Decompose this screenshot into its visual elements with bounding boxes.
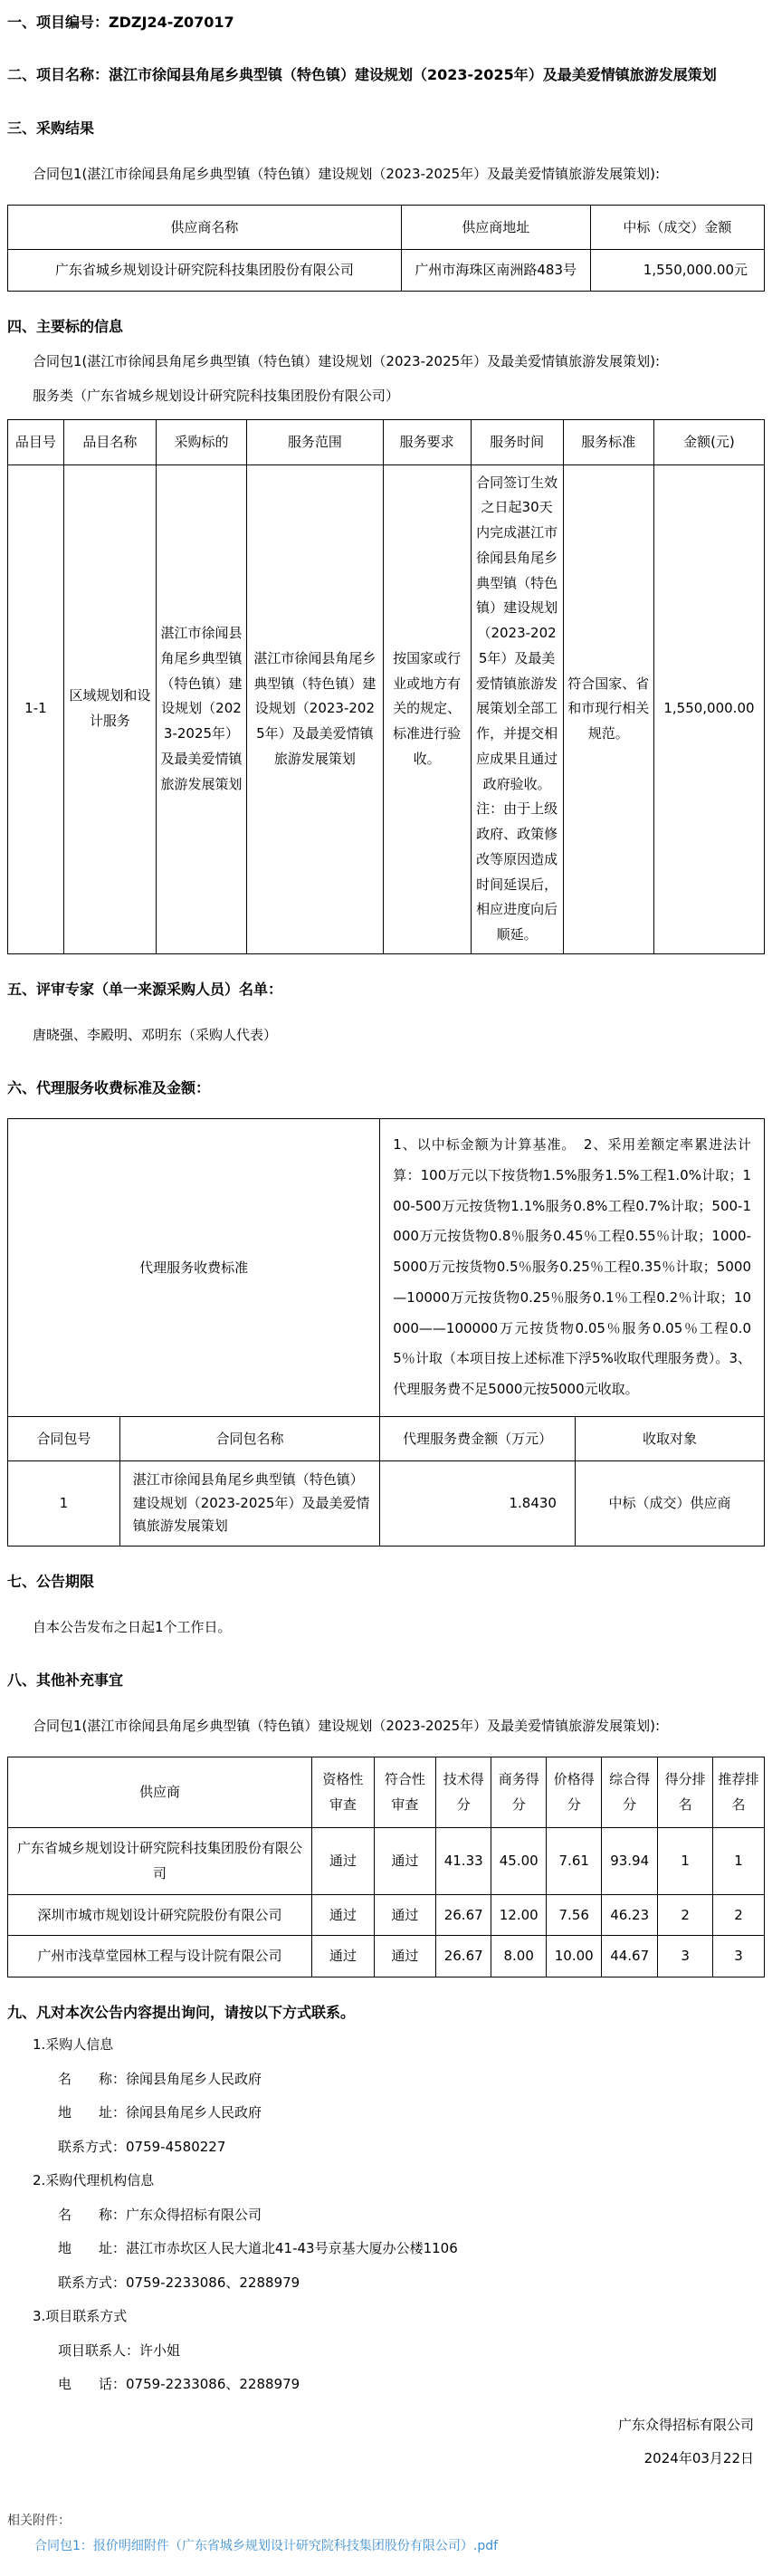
agency-name-line: 名 称：广东众得招标有限公司 <box>58 2206 262 2223</box>
cell-requirement: 按国家或行业或地方有关的规定、标准进行验收。 <box>383 464 471 953</box>
supplement-scores-table <box>7 1757 765 1977</box>
project-contact-title: 3.项目联系方式 <box>33 2308 128 2325</box>
cell-business-score: 8.00 <box>491 1936 547 1977</box>
cell-qualification: 通过 <box>312 1894 375 1936</box>
cell-item-no: 1-1 <box>8 464 64 953</box>
column-header-technical-score: 技术得分 <box>436 1757 491 1827</box>
cell-price-score: 7.61 <box>547 1827 602 1894</box>
cell-price-score: 10.00 <box>547 1936 602 1977</box>
project-name-line: 二、项目名称：湛江市徐闻县角尾乡典型镇（特色镇）建设规划（2023-2025年）及最美爱情镇旅游发展策划 <box>7 66 717 84</box>
cell-fee-standard-text: 1、以中标金额为计算基准。 2、采用差额定率累进法计算：100万元以下按货物1.5%服务1.5%工程1.0%计取；100-500万元按货物1.1%服务0.8%工程0.7%计取；500-1000万元按货物0.8％服务0.45％工程0.55％计取；1000-5000万元按货物0.5％服务0.25％工程0.35％计取；5000—10000万元按货物0.25％服务0.1％工程0.2％计取；10000——100000万元按货物0.05％服务0.05％工程0.05％计取（本项目按上述标准下浮5%收取代理服务费）。3、代理服务费不足5000元按5000元收取。 <box>380 1119 765 1417</box>
cell-score-rank: 2 <box>658 1894 713 1936</box>
cell-conformity: 通过 <box>374 1894 436 1936</box>
procurement-result-table <box>7 205 765 292</box>
purchaser-phone-line: 联系方式：0759-4580227 <box>58 2138 226 2155</box>
cell-qualification: 通过 <box>312 1827 375 1894</box>
column-header-supplier: 供应商 <box>8 1757 312 1827</box>
cell-award-amount: 1,550,000.00元 <box>590 250 764 292</box>
agency-address-line: 地 址：湛江市赤坎区人民大道北41-43号京基大厦办公楼1106 <box>58 2240 458 2257</box>
cell-amount: 1,550,000.00 <box>653 464 764 953</box>
supplement-package-line: 合同包1(湛江市徐闻县角尾乡典型镇（特色镇）建设规划（2023-2025年）及最美爱情镇旅游发展策划): <box>33 1718 661 1735</box>
cell-conformity: 通过 <box>374 1936 436 1977</box>
table-row <box>8 1827 765 1894</box>
main-subject-package-line: 合同包1(湛江市徐闻县角尾乡典型镇（特色镇）建设规划（2023-2025年）及最美爱情镇旅游发展策划): <box>33 353 661 370</box>
cell-time: 合同签订生效之日起30天内完成湛江市徐闻县角尾乡典型镇（特色镇）建设规划（2023-2025年）及最美爱情镇旅游发展策划全部工作，并提交相应成果且通过政府验收。 注：由于上级政府、政策修改等原因造成时间延误后，相应进度向后顺延。 <box>471 464 563 953</box>
column-header-payer: 收取对象 <box>575 1416 764 1461</box>
cell-conformity: 通过 <box>374 1827 436 1894</box>
attachments-section <box>7 2511 765 2554</box>
cell-business-score: 45.00 <box>491 1827 547 1894</box>
column-header-score-rank: 得分排名 <box>658 1757 713 1827</box>
column-header-award-amount: 中标（成交）金额 <box>590 205 764 250</box>
cell-supplier: 深圳市城市规划设计研究院股份有限公司 <box>8 1894 312 1936</box>
cell-score-rank: 1 <box>658 1827 713 1894</box>
column-header-package-name: 合同包名称 <box>119 1416 380 1461</box>
section-announcement-period-heading: 七、公告期限 <box>7 1572 95 1590</box>
attachments-label: 相关附件： <box>7 2513 71 2528</box>
column-header-business-score: 商务得分 <box>491 1757 547 1827</box>
cell-price-score: 7.56 <box>547 1894 602 1936</box>
table-row <box>8 1461 765 1547</box>
table-row <box>8 250 765 292</box>
signature-company: 广东众得招标有限公司 <box>617 2416 754 2433</box>
project-contact-person-line: 项目联系人：许小姐 <box>58 2341 181 2359</box>
column-header-qualification-review: 资格性审查 <box>312 1757 375 1827</box>
cell-package-no: 1 <box>8 1461 120 1547</box>
purchaser-info-title: 1.采购人信息 <box>33 2036 114 2054</box>
experts-names: 唐晓强、李殿明、邓明东（采购人代表） <box>33 1027 278 1044</box>
column-header-amount: 金额(元) <box>653 420 764 465</box>
column-header-scope: 服务范围 <box>247 420 383 465</box>
section-agency-fee-heading: 六、代理服务收费标准及金额： <box>7 1078 211 1096</box>
cell-supplier-name: 广东省城乡规划设计研究院科技集团股份有限公司 <box>8 250 402 292</box>
section-procurement-result-heading: 三、采购结果 <box>7 119 95 137</box>
table-row <box>8 464 765 953</box>
cell-score-rank: 3 <box>658 1936 713 1977</box>
cell-fee-amount: 1.8430 <box>380 1461 576 1547</box>
cell-fee-standard-label: 代理服务收费标准 <box>8 1119 380 1417</box>
column-header-conformity-review: 符合性审查 <box>374 1757 436 1827</box>
table-header-row <box>8 1416 765 1461</box>
cell-technical-score: 26.67 <box>436 1894 491 1936</box>
cell-supplier-address: 广州市海珠区南洲路483号 <box>401 250 590 292</box>
attachment-pdf-link[interactable]: 合同包1：报价明细附件（广东省城乡规划设计研究院科技集团股份有限公司）.pdf <box>34 2538 499 2553</box>
table-row <box>8 1936 765 1977</box>
cell-qualification: 通过 <box>312 1936 375 1977</box>
cell-total-score: 93.94 <box>602 1827 658 1894</box>
column-header-time: 服务时间 <box>471 420 563 465</box>
project-number-line: 一、项目编号：ZDZJ24-Z07017 <box>7 14 234 31</box>
section-contact-heading: 九、凡对本次公告内容提出询问，请按以下方式联系。 <box>7 2003 356 2021</box>
column-header-package-no: 合同包号 <box>8 1416 120 1461</box>
cell-recommend-rank: 2 <box>713 1894 765 1936</box>
procurement-result-package-line: 合同包1(湛江市徐闻县角尾乡典型镇（特色镇）建设规划（2023-2025年）及最美爱情镇旅游发展策划): <box>33 166 661 183</box>
column-header-target: 采购标的 <box>156 420 246 465</box>
cell-scope: 湛江市徐闻县角尾乡典型镇（特色镇）建设规划（2023-2025年）及最美爱情镇旅游发展策划 <box>247 464 383 953</box>
cell-target: 湛江市徐闻县角尾乡典型镇（特色镇）建设规划（2023-2025年）及最美爱情镇旅游发展策划 <box>156 464 246 953</box>
cell-supplier: 广州市浅草堂园林工程与设计院有限公司 <box>8 1936 312 1977</box>
signature-date: 2024年03月22日 <box>643 2450 754 2467</box>
column-header-price-score: 价格得分 <box>547 1757 602 1827</box>
column-header-supplier-address: 供应商地址 <box>401 205 590 250</box>
cell-recommend-rank: 1 <box>713 1827 765 1894</box>
fee-standard-row <box>8 1119 765 1417</box>
purchaser-address-line: 地 址：徐闻县角尾乡人民政府 <box>58 2104 262 2121</box>
section-experts-heading: 五、评审专家（单一来源采购人员）名单： <box>7 980 283 998</box>
column-header-supplier-name: 供应商名称 <box>8 205 402 250</box>
cell-total-score: 46.23 <box>602 1894 658 1936</box>
column-header-fee-amount: 代理服务费金额（万元） <box>380 1416 576 1461</box>
main-subject-table <box>7 419 765 954</box>
project-phone-line: 电 话：0759-2233086、2288979 <box>58 2376 300 2393</box>
main-subject-category-line: 服务类（广东省城乡规划设计研究院科技集团股份有限公司） <box>33 387 400 404</box>
cell-supplier: 广东省城乡规划设计研究院科技集团股份有限公司 <box>8 1827 312 1894</box>
agency-info-title: 2.采购代理机构信息 <box>33 2172 155 2189</box>
announcement-period-text: 自本公告发布之日起1个工作日。 <box>33 1619 232 1636</box>
section-main-subject-heading: 四、主要标的信息 <box>7 317 124 335</box>
cell-item-name: 区域规划和设计服务 <box>63 464 156 953</box>
cell-recommend-rank: 3 <box>713 1936 765 1977</box>
cell-technical-score: 41.33 <box>436 1827 491 1894</box>
cell-total-score: 44.67 <box>602 1936 658 1977</box>
cell-package-name: 湛江市徐闻县角尾乡典型镇（特色镇）建设规划（2023-2025年）及最美爱情镇旅游发展策划 <box>119 1461 380 1547</box>
table-row <box>8 1894 765 1936</box>
column-header-item-no: 品目号 <box>8 420 64 465</box>
section-supplement-heading: 八、其他补充事宜 <box>7 1671 124 1689</box>
cell-standard: 符合国家、省和市现行相关规范。 <box>563 464 653 953</box>
agency-phone-line: 联系方式：0759-2233086、2288979 <box>58 2274 300 2291</box>
column-header-requirement: 服务要求 <box>383 420 471 465</box>
agency-fee-table <box>7 1118 765 1547</box>
table-header-row <box>8 1757 765 1827</box>
column-header-standard: 服务标准 <box>563 420 653 465</box>
column-header-item-name: 品目名称 <box>63 420 156 465</box>
cell-payer: 中标（成交）供应商 <box>575 1461 764 1547</box>
column-header-recommend-rank: 推荐排名 <box>713 1757 765 1827</box>
table-header-row <box>8 420 765 465</box>
column-header-total-score: 综合得分 <box>602 1757 658 1827</box>
cell-technical-score: 26.67 <box>436 1936 491 1977</box>
cell-business-score: 12.00 <box>491 1894 547 1936</box>
purchaser-name-line: 名 称：徐闻县角尾乡人民政府 <box>58 2070 262 2087</box>
table-header-row <box>8 205 765 250</box>
